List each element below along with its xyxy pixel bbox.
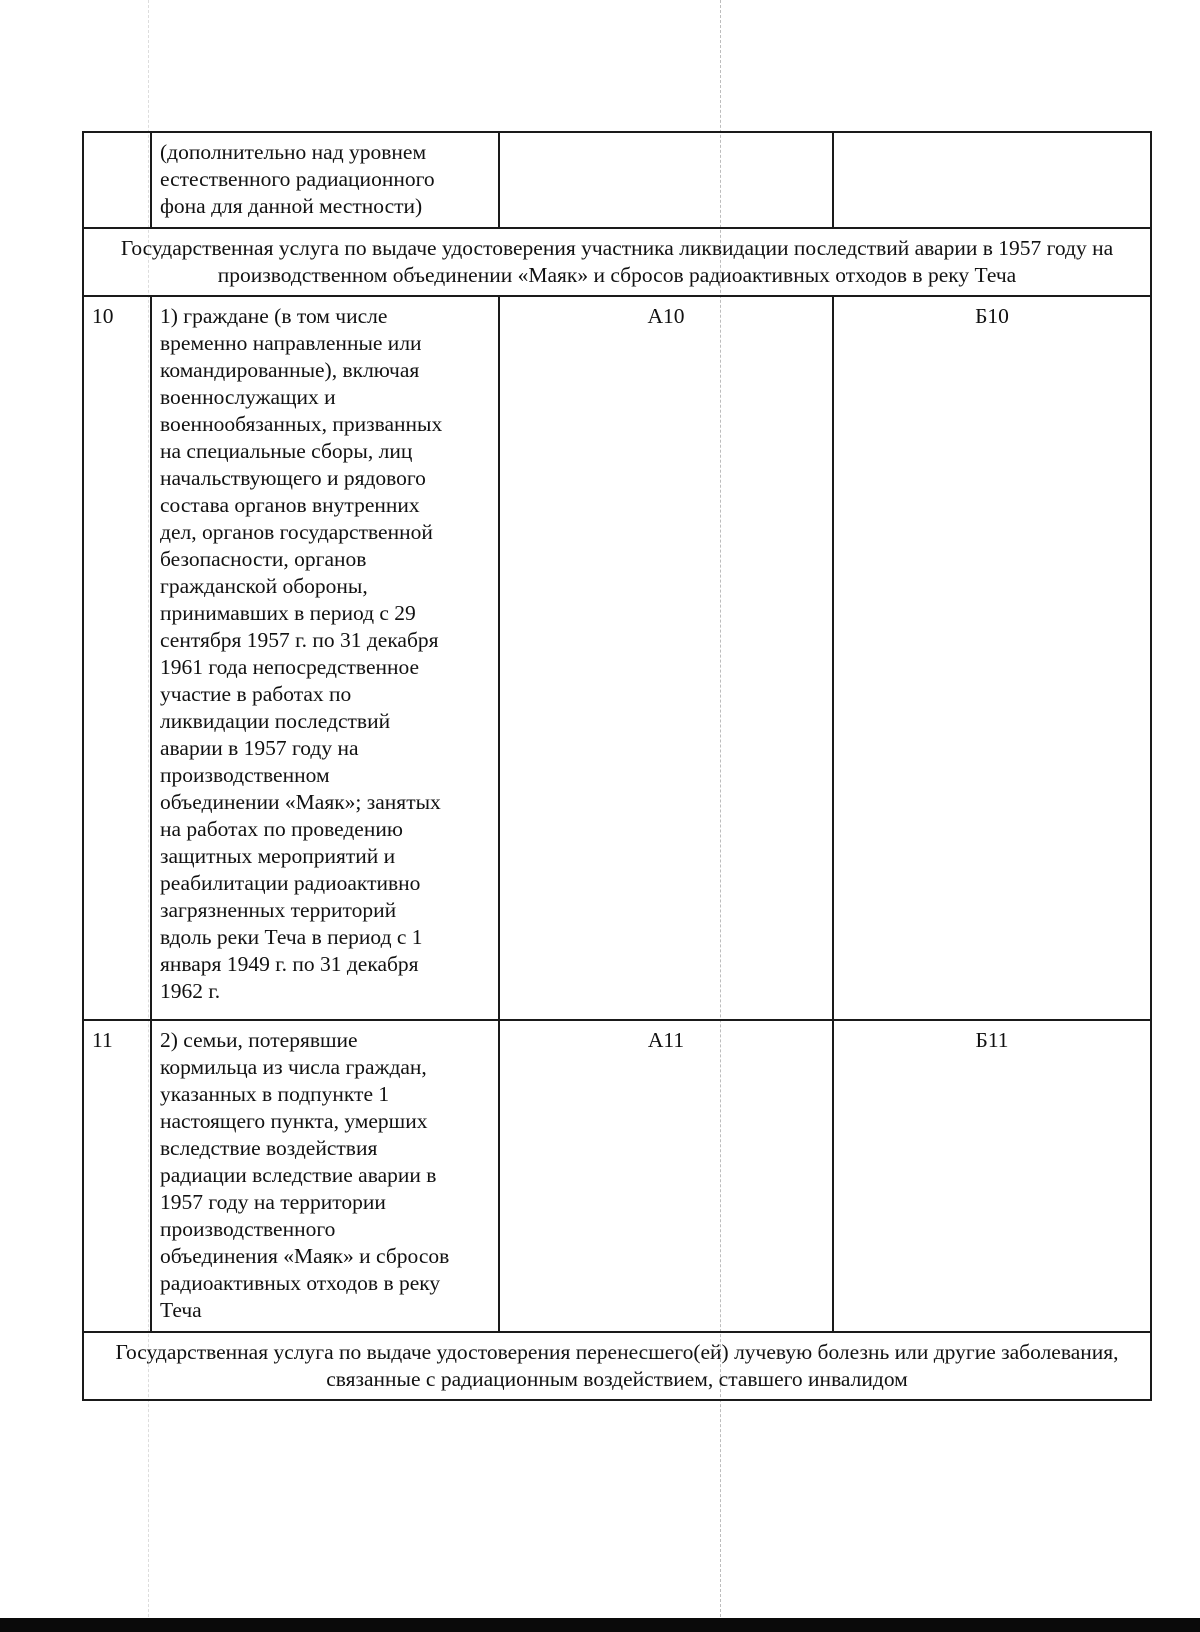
row-number-cell: 11 [83,1020,151,1332]
column-a-cell [499,132,833,228]
row-description-cell: (дополнительно над уровнем естественного радиационного фона для данной местности) [151,132,499,228]
section-header: Государственная услуга по выдаче удостоверения перенесшего(ей) лучевую болезнь или другие заболевания, связанные с радиационным воздействием, ставшего инвалидом [83,1332,1151,1400]
column-a-cell: А11 [499,1020,833,1332]
table-row [83,296,1151,1020]
scan-bottom-edge [0,1618,1200,1632]
row-number-cell: 10 [83,296,151,1020]
section-header-row [83,1332,1151,1400]
column-b-cell [833,132,1151,228]
column-a-cell: А10 [499,296,833,1020]
table-row [83,132,1151,228]
column-b-cell: Б11 [833,1020,1151,1332]
row-description-cell: 2) семьи, потерявшие кормильца из числа граждан, указанных в подпункте 1 настоящего пункта, умерших вследствие воздействия радиации вследствие аварии в 1957 году на территории производственного объединения «Маяк» и сбросов радиоактивных отходов в реку Теча [151,1020,499,1332]
row-number-cell [83,132,151,228]
column-b-cell: Б10 [833,296,1151,1020]
table-row [83,1020,1151,1332]
section-header-row [83,228,1151,296]
row-description-cell: 1) граждане (в том числе временно направленные или командированные), включая военнослужащих и военнообязанных, призванных на специальные сборы, лиц начальствующего и рядового состава органов внутренних дел, органов государственной безопасности, органов гражданской обороны, принимавших в период с 29 сентября 1957 г. по 31 декабря 1961 года непосредственное участие в работах по ликвидации последствий аварии в 1957 году на производственном объединении «Маяк»; занятых на работах по проведению защитных мероприятий и реабилитации радиоактивно загрязненных территорий вдоль реки Теча в период с 1 января 1949 г. по 31 декабря 1962 г. [151,296,499,1020]
document-table [82,131,1152,1401]
section-header: Государственная услуга по выдаче удостоверения участника ликвидации последствий аварии в 1957 году на производственном объединении «Маяк» и сбросов радиоактивных отходов в реку Теча [83,228,1151,296]
